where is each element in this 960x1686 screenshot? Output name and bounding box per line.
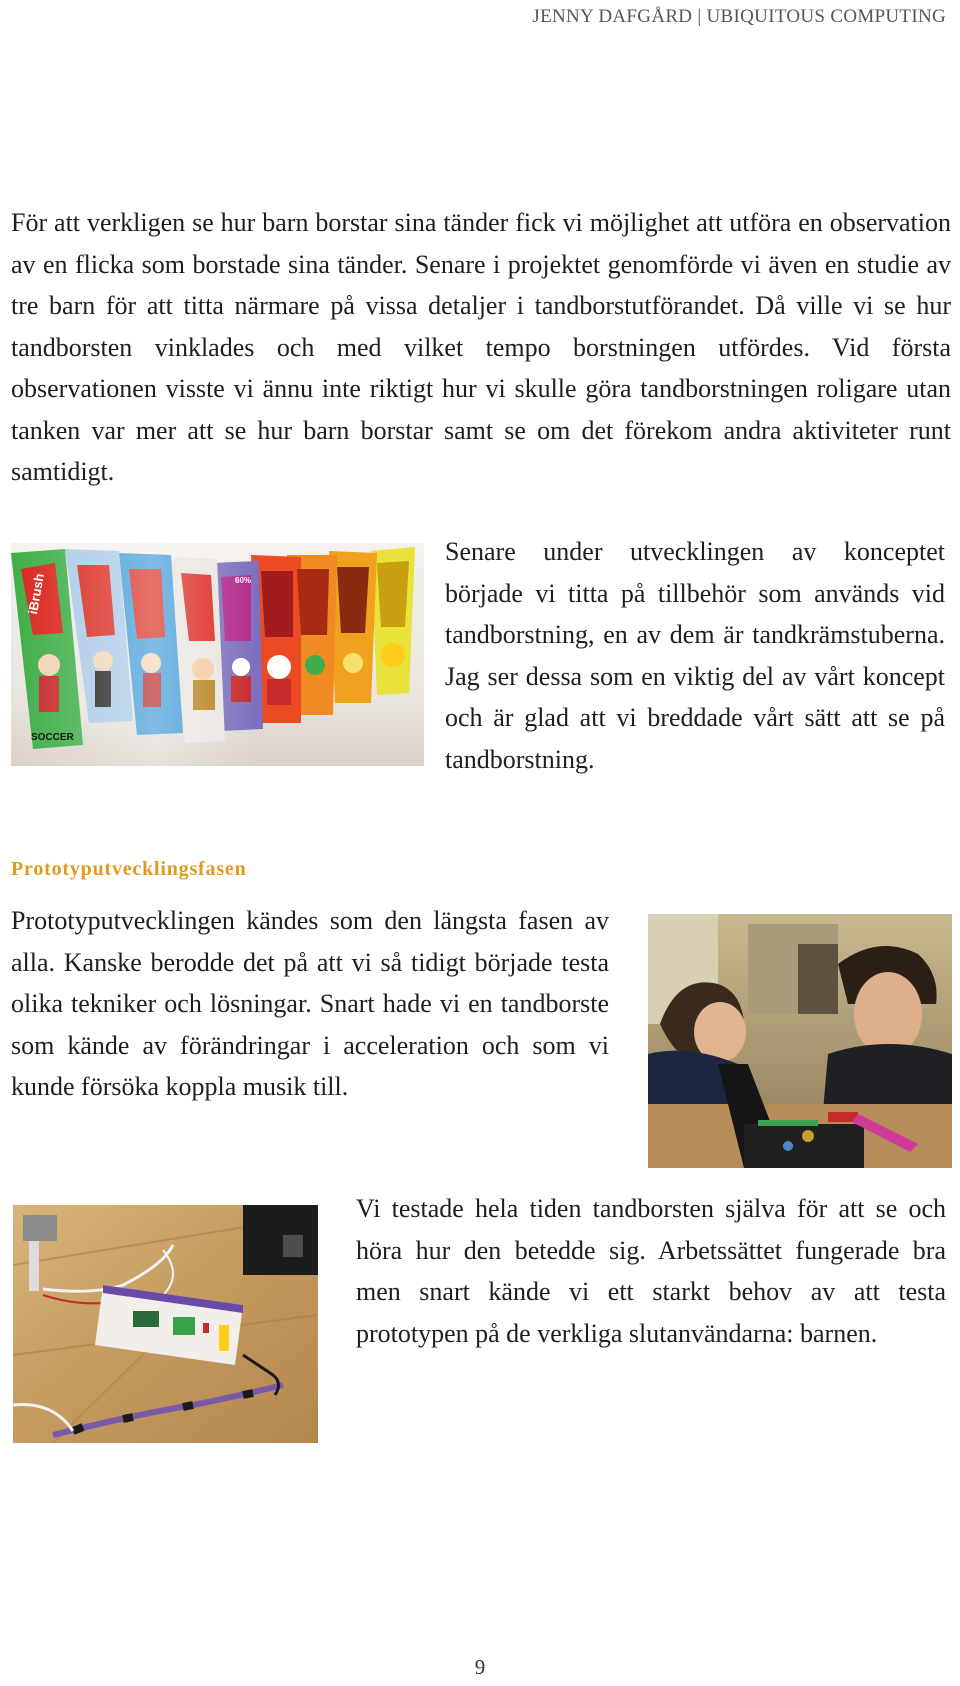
paragraph-prototype: Prototyputvecklingen kändes som den längsta fasen av alla. Kanske berodde det på att vi så tidigt började testa olika tekniker och lösningar. Snart hade vi en tandborste som kände av förändringar i acceleration och som vi kunde försöka koppla musik till. [11, 906, 609, 1101]
toothpaste-tubes-photo [11, 543, 424, 766]
paragraph-testing: Vi testade hela tiden tandborsten själva för att se och höra hur den betedde sig. Arbetssättet fungerade bra men snart kände vi ett starkt behov av att testa prototypen på de verkliga slutanvändarna: barnen. [356, 1194, 946, 1348]
tube-brand-label: iBrush [25, 572, 48, 616]
paragraph-observation: För att verkligen se hur barn borstar sina tänder fick vi möjlighet att utföra en observation av en flicka som borstade sina tänder. Senare i projektet genomförde vi även en studie av tre barn för att titta närmare på vissa detaljer i tandborstutförandet. Då ville vi se hur tandborsten vinklades och med vilket tempo borstningen utfördes. Vid första observationen visste vi ännu inte riktigt hur vi skulle göra tandborstningen roligare utan tanken var mer att se hur barn borstar samt se om det förekom andra aktiviteter runt samtidigt. [11, 208, 951, 486]
workshop-photo [648, 914, 952, 1168]
tube-label-soccer: SOCCER [31, 732, 74, 743]
section-heading: Prototyputvecklingsfasen [11, 858, 247, 880]
page-number: 9 [474, 1655, 486, 1679]
paragraph-accessories: Senare under utvecklingen av konceptet började vi titta på tillbehör som används vid tandborstning, en av dem är tandkrämstuberna. Jag ser dessa som en viktig del av vårt koncept och är glad att vi breddade vårt sätt att se på tandborstning. [445, 537, 945, 774]
breadboard-circuit-photo [13, 1205, 318, 1443]
running-header: JENNY DAFGÅRD | UBIQUITOUS COMPUTING [532, 6, 946, 27]
tube-label-percent: 60% [235, 576, 252, 585]
